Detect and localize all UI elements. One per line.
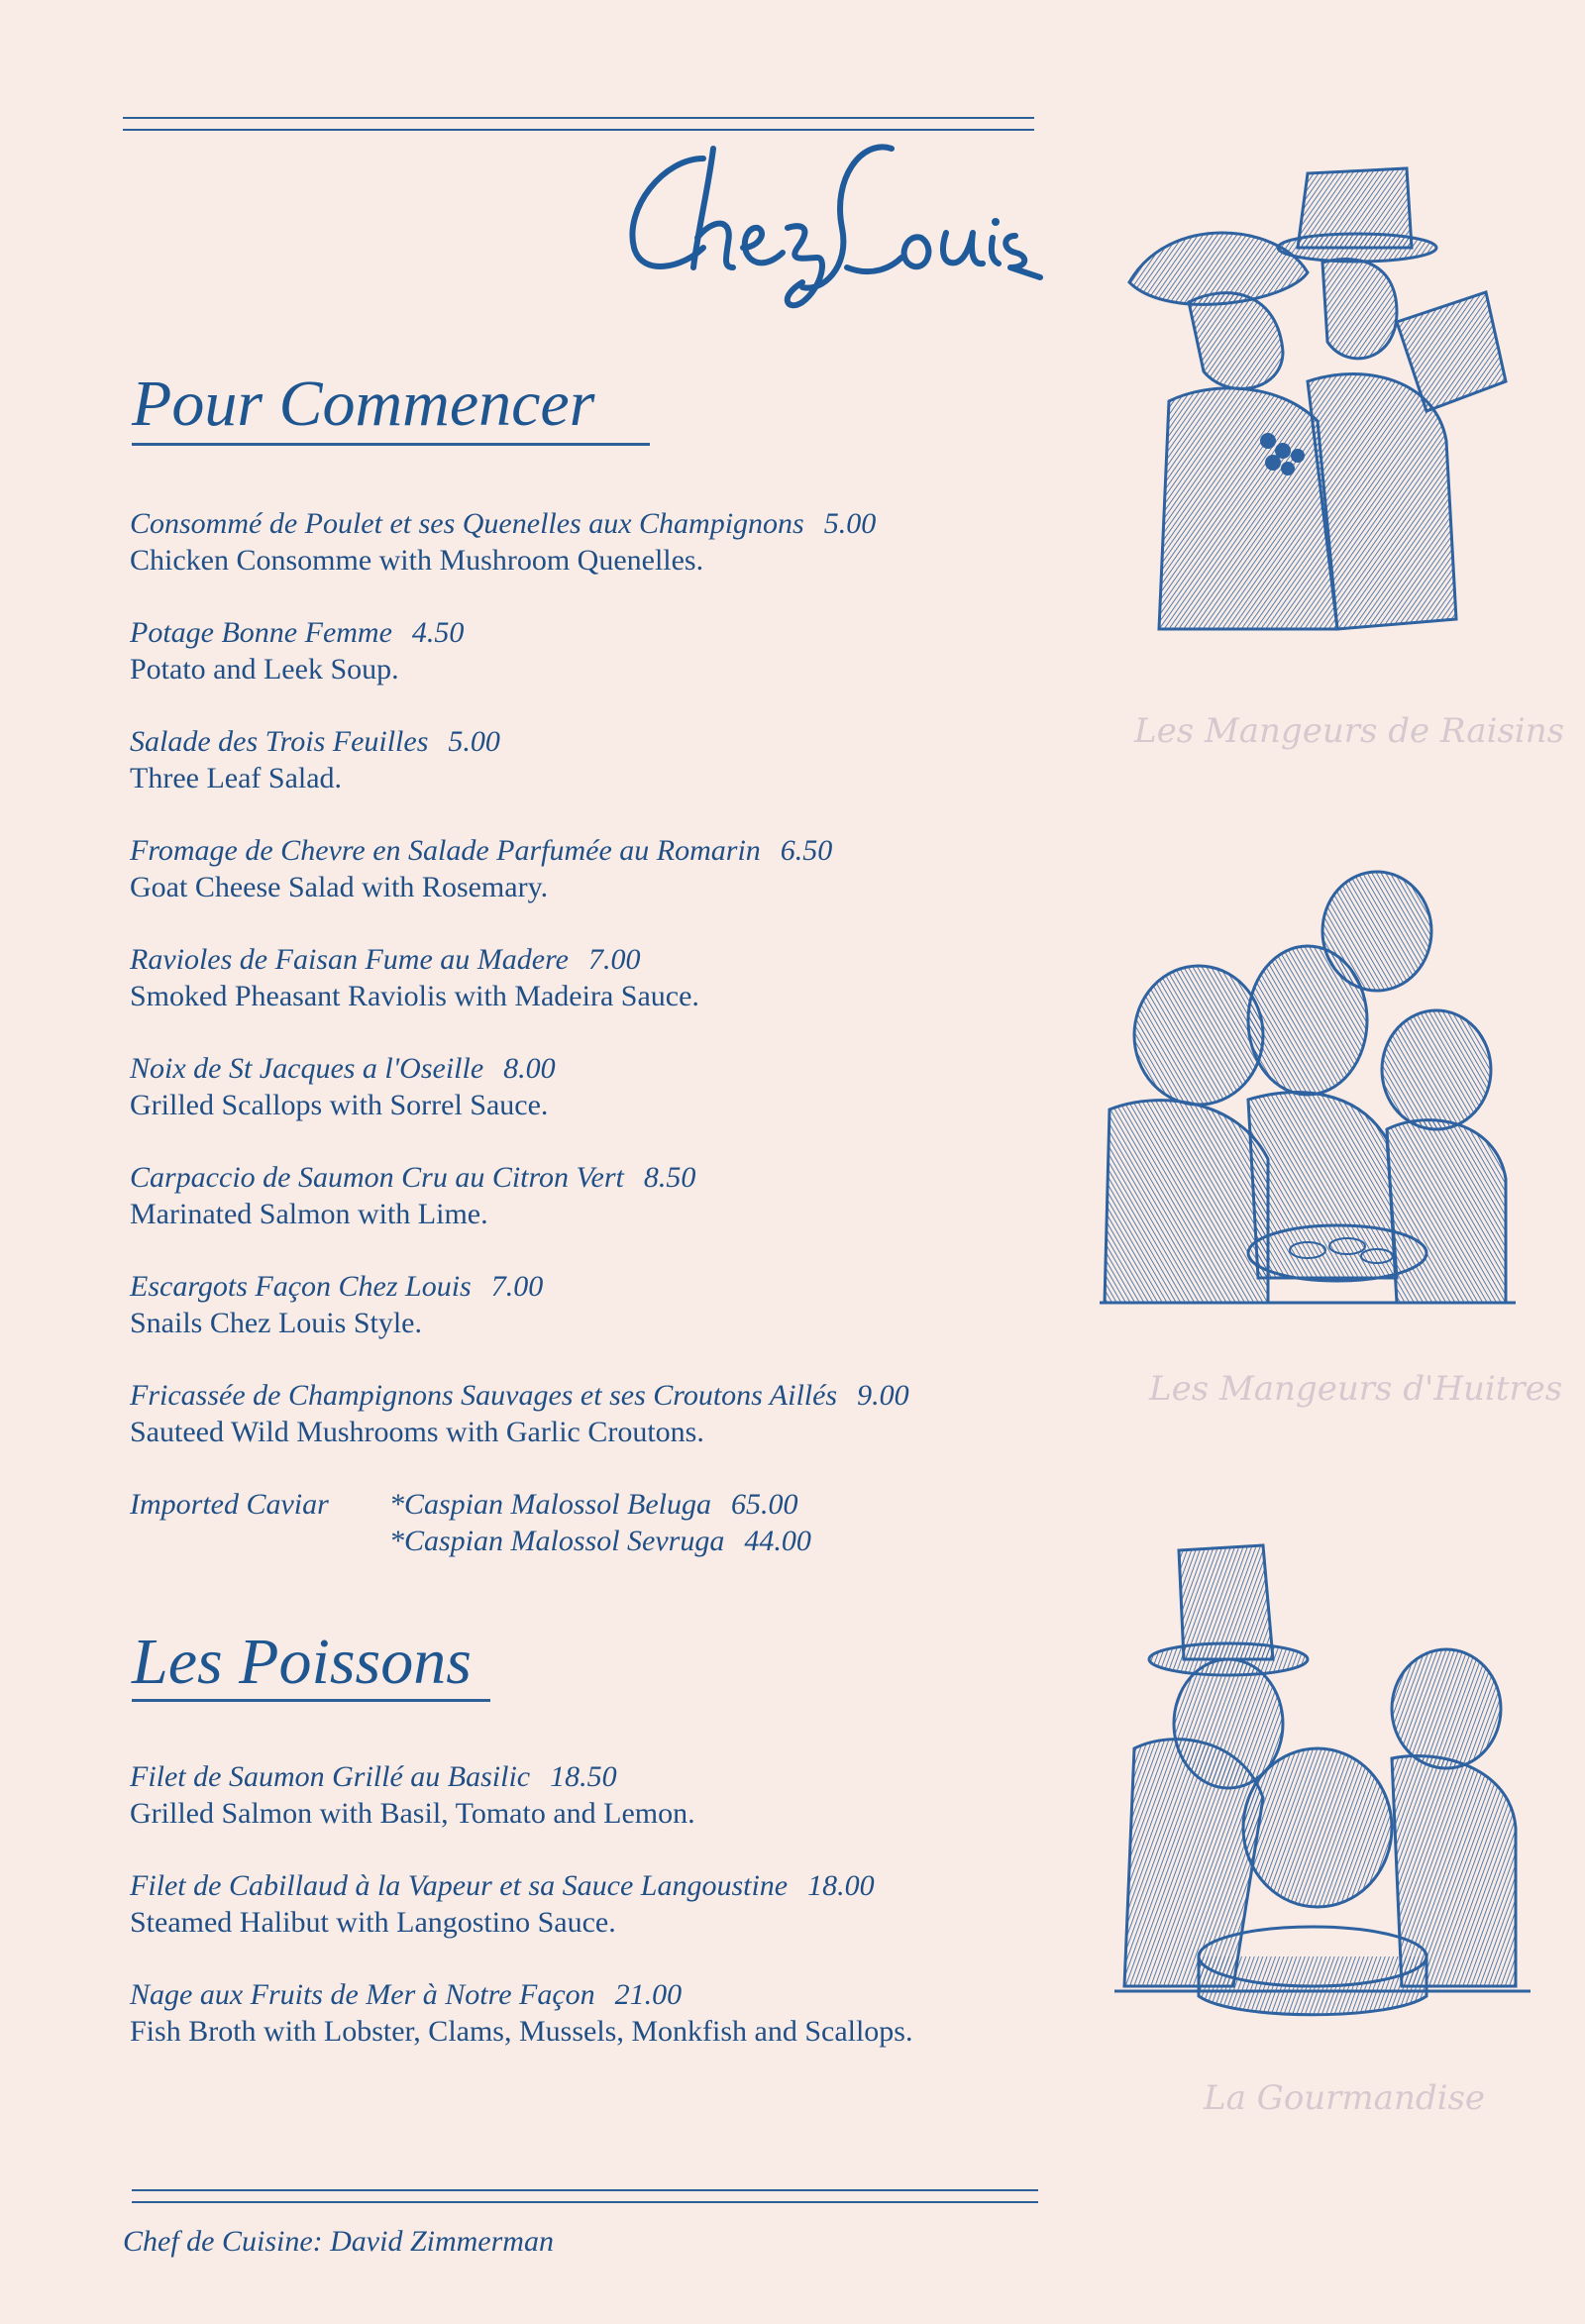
item-price: 6.50 <box>780 834 833 867</box>
item-price: 8.50 <box>643 1161 696 1194</box>
logo <box>594 119 1060 317</box>
item-french-name: Noix de St Jacques a l'Oseille <box>130 1052 484 1085</box>
illustration-oyster-eaters <box>1100 862 1516 1318</box>
section-underline-fish <box>132 1699 490 1702</box>
item-english-name: Fish Broth with Lobster, Clams, Mussels, Monkfish and Scallops. <box>130 2015 913 2048</box>
caviar-option-price: 44.00 <box>744 1525 811 1557</box>
menu-item <box>130 614 1061 687</box>
item-french-name: Nage aux Fruits de Mer à Notre Façon <box>130 1978 595 2011</box>
caviar-option-name: *Caspian Malossol Beluga <box>389 1488 712 1521</box>
chef-credit: Chef de Cuisine: David Zimmerman <box>123 2225 554 2258</box>
item-french-name: Potage Bonne Femme <box>130 616 392 649</box>
item-english-name: Chicken Consomme with Mushroom Quenelles. <box>130 544 704 577</box>
item-english-name: Smoked Pheasant Raviolis with Madeira Sauce. <box>130 980 699 1012</box>
item-french-name: Fricassée de Champignons Sauvages et ses Croutons Aillés <box>130 1379 838 1412</box>
item-english-name: Marinated Salmon with Lime. <box>130 1198 488 1230</box>
item-price: 18.00 <box>807 1869 875 1902</box>
item-french-name: Ravioles de Faisan Fume au Madere <box>130 943 569 976</box>
bottom-rule-1 <box>132 2189 1038 2191</box>
menu-item <box>130 505 1061 579</box>
caviar-label: Imported Caviar <box>130 1488 329 1521</box>
starters-list <box>130 505 1061 1595</box>
menu-item <box>130 1268 1061 1341</box>
caviar-item <box>130 1486 1061 1559</box>
item-english-name: Steamed Halibut with Langostino Sauce. <box>130 1906 616 1939</box>
item-price: 18.50 <box>550 1760 617 1793</box>
item-english-name: Grilled Salmon with Basil, Tomato and Lemon. <box>130 1797 695 1830</box>
menu-item <box>130 832 1061 905</box>
illustration-caption-3: La Gourmandise <box>1204 2078 1486 2118</box>
menu-item <box>130 1867 1061 1941</box>
menu-item <box>130 1758 1061 1832</box>
illustration-caption-1: Les Mangeurs de Raisins <box>1134 711 1565 751</box>
illustration-caption-2: Les Mangeurs d'Huitres <box>1149 1369 1563 1409</box>
menu-item <box>130 941 1061 1014</box>
item-english-name: Goat Cheese Salad with Rosemary. <box>130 871 549 903</box>
item-french-name: Salade des Trois Feuilles <box>130 725 429 758</box>
section-title-fish: Les Poissons <box>132 1626 472 1698</box>
menu-item <box>130 1050 1061 1123</box>
item-price: 5.00 <box>448 725 500 758</box>
item-french-name: Fromage de Chevre en Salade Parfumée au Romarin <box>130 834 761 867</box>
caviar-option-name: *Caspian Malossol Sevruga <box>389 1525 725 1557</box>
fish-list <box>130 1758 1061 2085</box>
menu-item <box>130 1159 1061 1232</box>
item-english-name: Three Leaf Salad. <box>130 762 343 794</box>
item-english-name: Potato and Leek Soup. <box>130 653 399 686</box>
menu-item <box>130 1377 1061 1450</box>
illustration-grape-eaters <box>1110 154 1526 664</box>
item-price: 7.00 <box>587 943 641 976</box>
section-underline-starters <box>132 443 650 446</box>
item-price: 21.00 <box>614 1978 683 2011</box>
section-title-starters: Pour Commencer <box>132 368 595 440</box>
item-english-name: Snails Chez Louis Style. <box>130 1307 422 1339</box>
item-french-name: Carpaccio de Saumon Cru au Citron Vert <box>130 1161 624 1194</box>
item-price: 5.00 <box>823 507 877 540</box>
item-french-name: Filet de Saumon Grillé au Basilic <box>130 1760 531 1793</box>
item-price: 9.00 <box>857 1379 909 1412</box>
menu-item <box>130 1976 1061 2050</box>
item-price: 8.00 <box>503 1052 556 1085</box>
item-english-name: Grilled Scallops with Sorrel Sauce. <box>130 1089 549 1121</box>
item-french-name: Consommé de Poulet et ses Quenelles aux Champignons <box>130 507 804 540</box>
illustration-gourmandise <box>1114 1540 1531 2041</box>
caviar-option-price: 65.00 <box>731 1488 798 1521</box>
bottom-rule-2 <box>132 2201 1038 2203</box>
item-french-name: Escargots Façon Chez Louis <box>130 1270 472 1303</box>
item-price: 7.00 <box>490 1270 544 1303</box>
item-english-name: Sauteed Wild Mushrooms with Garlic Croutons. <box>130 1416 704 1448</box>
item-french-name: Filet de Cabillaud à la Vapeur et sa Sauce Langoustine <box>130 1869 789 1902</box>
item-price: 4.50 <box>411 616 465 649</box>
menu-item <box>130 723 1061 796</box>
